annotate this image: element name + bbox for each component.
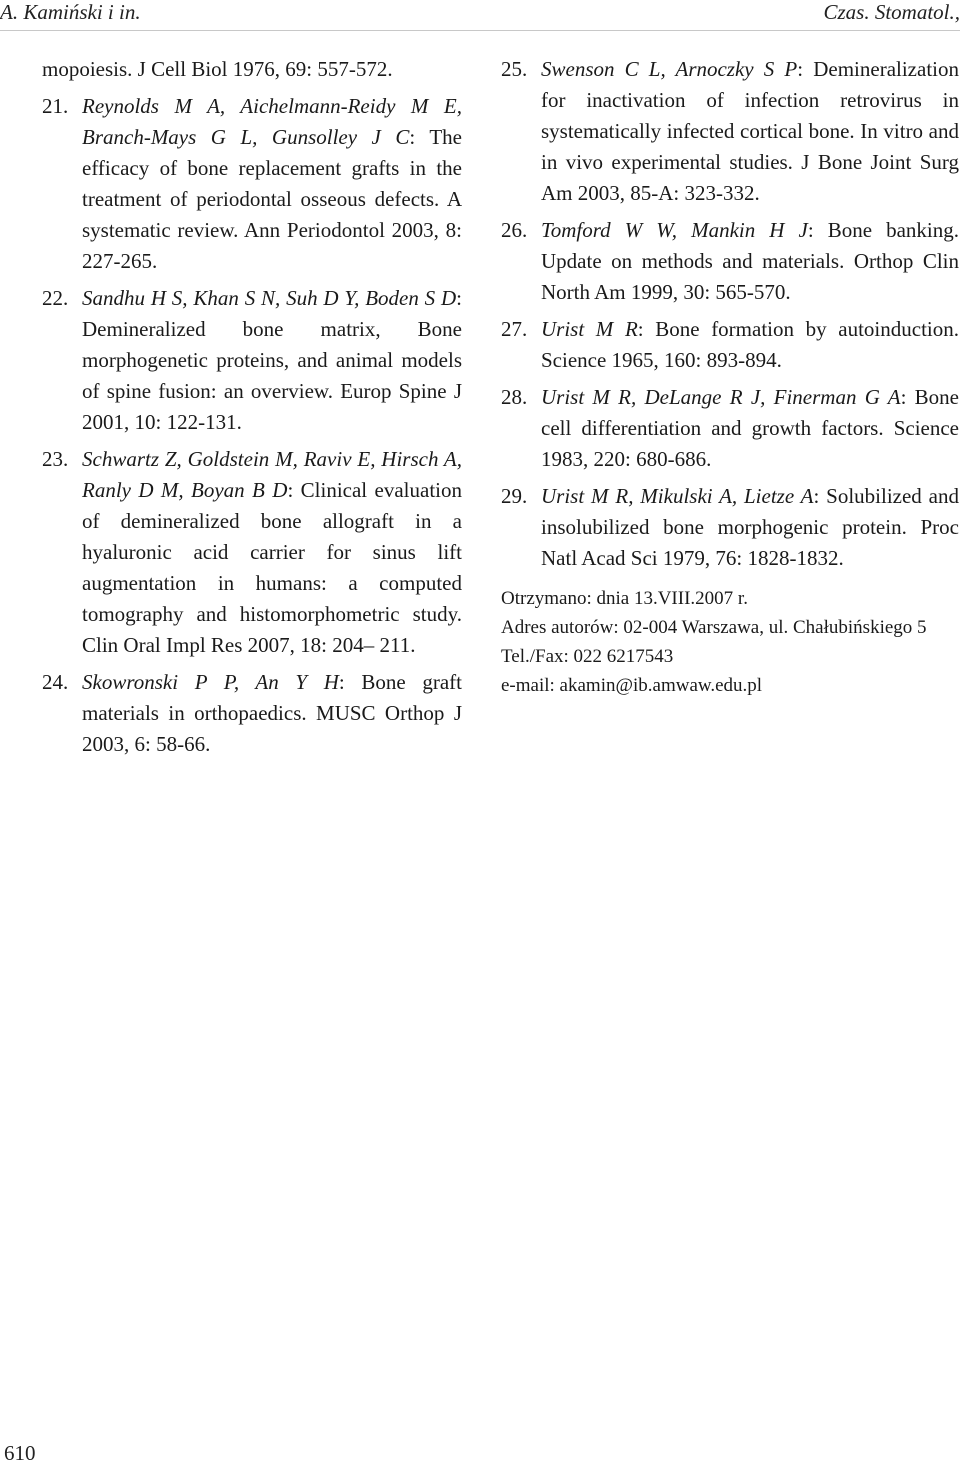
reference-number: 25. <box>501 57 528 81</box>
reference-25 <box>501 54 959 209</box>
reference-continuation: mopoiesis. J Cell Biol 1976, 69: 557-572. <box>42 57 393 81</box>
reference-number: 22. <box>42 286 69 310</box>
reference-21 <box>42 91 462 277</box>
reference-text: : Bone formation by autoinduction. Science 1965, 160: 893-894. <box>541 317 959 372</box>
reference-number: 27. <box>501 317 528 341</box>
reference-number: 26. <box>501 218 528 242</box>
reference-number: 28. <box>501 385 528 409</box>
author-address: Adres autorów: 02-004 Warszawa, ul. Chałubińskiego 5 <box>501 617 927 638</box>
reference-text: : Bone graft materials in orthopaedics. MUSC Orthop J 2003, 6: 58-66. <box>82 670 462 756</box>
reference-authors: Swenson C L, Arnoczky S P <box>541 57 798 81</box>
reference-authors: Urist M R, DeLange R J, Finerman G A <box>541 385 901 409</box>
correspondence-notes <box>501 584 959 700</box>
header-rule <box>0 30 960 31</box>
reference-text: : Bone cell differentiation and growth factors. Science 1983, 220: 680-686. <box>541 385 959 471</box>
reference-29 <box>501 481 959 574</box>
reference-authors: Sandhu H S, Khan S N, Suh D Y, Boden S D <box>82 286 457 310</box>
email-address: e-mail: akamin@ib.amwaw.edu.pl <box>501 675 763 696</box>
left-column <box>42 54 462 766</box>
running-header-authors: A. Kamiński i in. <box>0 0 141 24</box>
reference-authors: Urist M R <box>541 317 638 341</box>
right-column <box>501 54 959 700</box>
reference-number: 24. <box>42 670 69 694</box>
reference-authors: Schwartz Z, Goldstein M, Raviv E, Hirsch A, Ranly D M, Boyan B D <box>82 447 462 502</box>
reference-authors: Skowronski P P, An Y H <box>82 670 339 694</box>
reference-authors: Reynolds M A, Aichelmann-Reidy M E, Branch-Mays G L, Gunsolley J C <box>82 94 462 149</box>
reference-text: : Clinical evaluation of demineralized bone allograft in a hyaluronic acid carrier for sinus lift augmentation in humans: a computed tomography and histomorphometric study. Clin Oral Impl Res 2007, 18: 204– 211. <box>82 478 462 657</box>
running-header-journal: Czas. Stomatol., <box>823 0 960 24</box>
reference-26 <box>501 215 959 308</box>
reference-24 <box>42 667 462 760</box>
reference-text: : Demineralized bone matrix, Bone morphogenetic proteins, and animal models of spine fusion: an overview. Europ Spine J 2001, 10: 122-131. <box>82 286 462 434</box>
reference-number: 23. <box>42 447 69 471</box>
phone-fax: Tel./Fax: 022 6217543 <box>501 646 674 667</box>
page-number: 610 <box>4 1441 36 1465</box>
reference-23 <box>42 444 462 661</box>
reference-28 <box>501 382 959 475</box>
reference-number: 29. <box>501 484 528 508</box>
received-date: Otrzymano: dnia 13.VIII.2007 r. <box>501 588 748 609</box>
reference-text: : Solubilized and insolubilized bone morphogenic protein. Proc Natl Acad Sci 1979, 76: 1828-1832. <box>541 484 959 570</box>
reference-number: 21. <box>42 94 69 118</box>
reference-authors: Urist M R, Mikulski A, Lietze A <box>541 484 814 508</box>
reference-27 <box>501 314 959 376</box>
reference-authors: Tomford W W, Mankin H J <box>541 218 808 242</box>
reference-22 <box>42 283 462 438</box>
reference-text: : The efficacy of bone replacement grafts in the treatment of periodontal osseous defects. A systematic review. Ann Periodontol 2003, 8: 227-265. <box>82 125 462 273</box>
reference-text: : Demineralization for inactivation of infection retrovirus in systematically infected cortical bone. In vitro and in vivo experimental studies. J Bone Joint Surg Am 2003, 85-A: 323-332. <box>541 57 959 205</box>
reference-text: : Bone banking. Update on methods and materials. Orthop Clin North Am 1999, 30: 565-570. <box>541 218 959 304</box>
